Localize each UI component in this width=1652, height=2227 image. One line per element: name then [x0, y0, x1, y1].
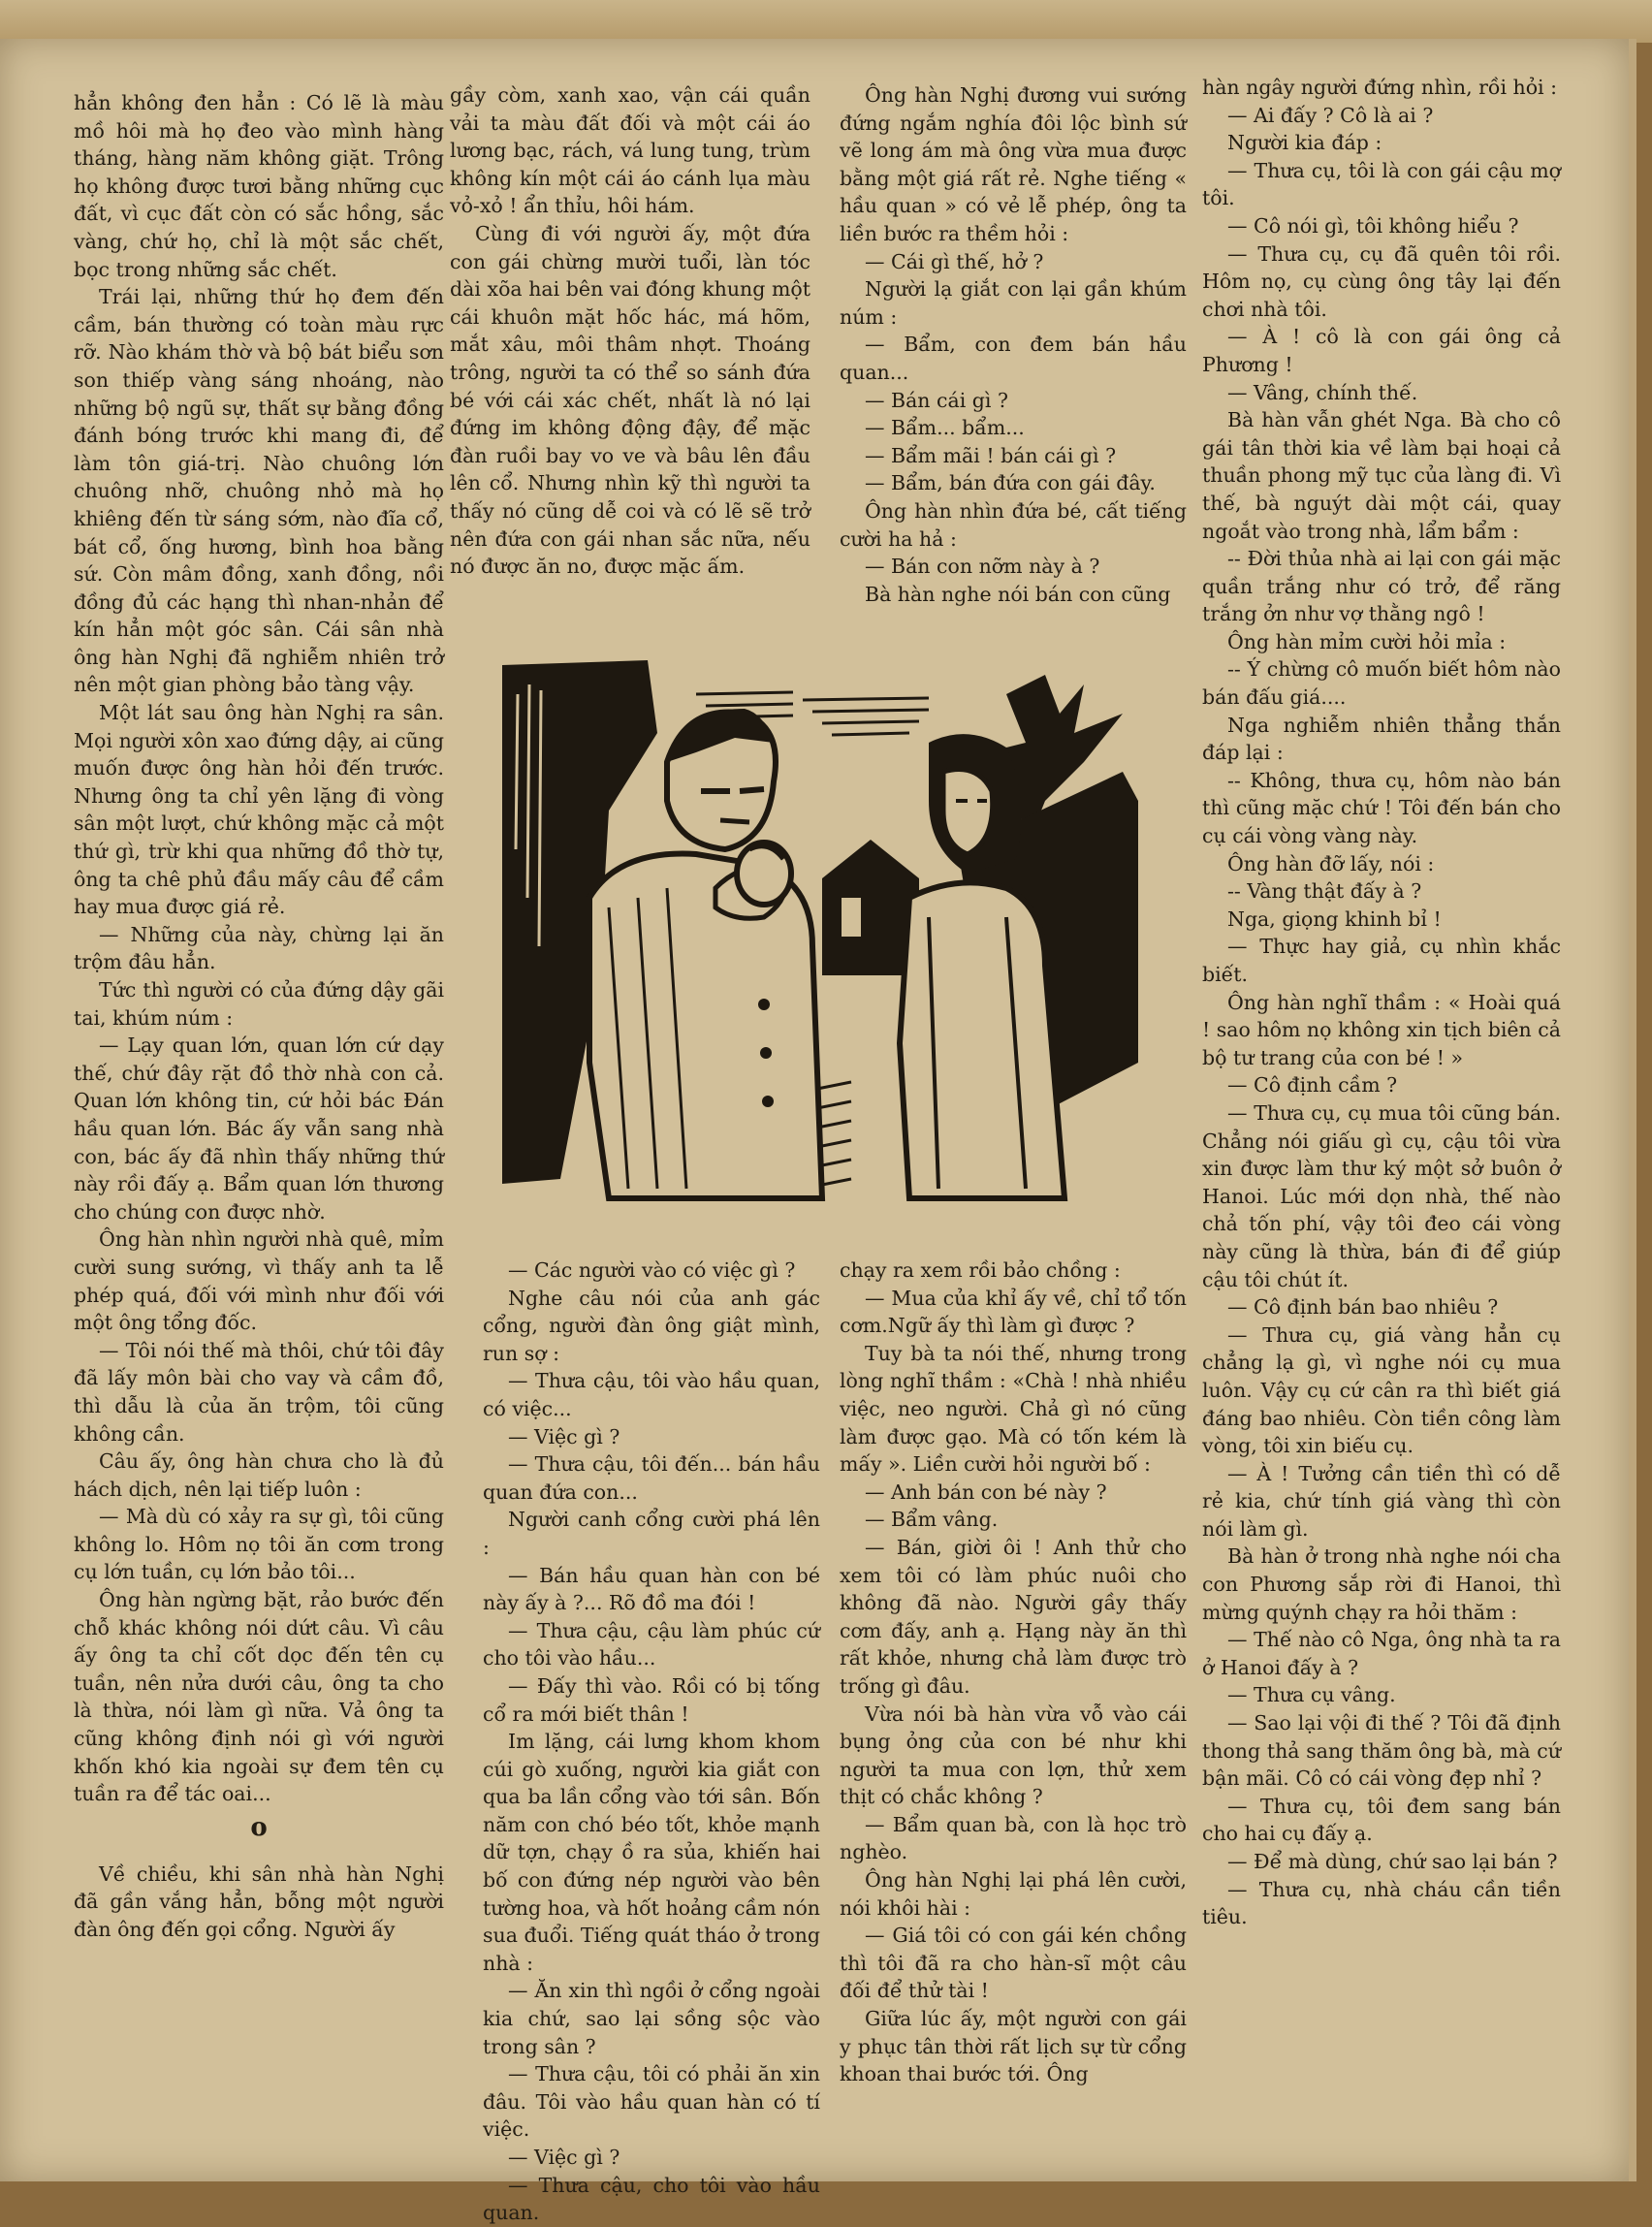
paragraph: — Bẩm vâng. — [865, 1508, 999, 1532]
page-top-edge — [0, 0, 1652, 43]
paragraph: -- Vàng thật đấy à ? — [1227, 879, 1422, 904]
text-column-3-bottom — [840, 1257, 1187, 2139]
text-column-2-top — [450, 81, 810, 624]
woodcut-illustration — [502, 655, 1138, 1229]
paragraph: Bà hàn vẫn ghét Nga. Bà cho cô gái tân thời kia về làm bại hoại cả thuần phong mỹ tục của làng đi. Vì thế, bà nguýt dài một cái, quay ngoắt vào trong nhà, lẩm bẩm : — [1202, 408, 1561, 543]
paragraph: — Thưa cụ, cụ mua tôi cũng bán. Chẳng nói giấu gì cụ, cậu tôi vừa xin được làm thư ký một sở buôn ở Hanoi. Lúc mới dọn nhà, thế nào chả tốn phí, vậy tôi đeo cái vòng này cũng là thừa, bán đi để giúp cậu tôi chút ít. — [1202, 1100, 1561, 1291]
paragraph: — Bẩm, bán đứa con gái đây. — [865, 471, 1156, 495]
paragraph: Bà hàn nghe nói bán con cũng — [865, 582, 1171, 606]
paragraph: — Thưa cụ, tôi đem sang bán cho hai cụ đấy ạ. — [1202, 1794, 1561, 1846]
paragraph: — Tôi nói thế mà thôi, chứ tôi đây đã lấy môn bài cho vay và cầm đồ, thì dẫu là của ăn trộm, tôi cũng không cần. — [74, 1338, 444, 1446]
paragraph: — Thưa cụ vâng. — [1227, 1683, 1396, 1707]
paragraph: — Mua của khỉ ấy về, chỉ tổ tốn cơm.Ngữ ấy thì làm gì được ? — [840, 1286, 1187, 1338]
paragraph: — Thưa cậu, tôi có phải ăn xin đâu. Tôi vào hầu quan hàn có tí việc. — [483, 2062, 820, 2142]
paragraph: — Ai đấy ? Cô là ai ? — [1227, 103, 1434, 127]
paragraph: chạy ra xem rồi bảo chồng : — [840, 1258, 1121, 1282]
paragraph: hẳn không đen hẳn : Có lẽ là màu mồ hôi mà họ đeo vào mình hàng tháng, hàng năm không giặt. Trông họ không được tươi bằng những cục đất, vì cục đất còn có sắc hồng, sắc vàng, chứ họ, chỉ là một sắc chết, bọc trong những sắc chết. — [74, 91, 444, 281]
paragraph: — Thưa cụ, cụ đã quên tôi rồi. Hôm nọ, cụ cùng ông tây lại đến chơi nhà tôi. — [1202, 241, 1561, 321]
paragraph: — Việc gì ? — [508, 2146, 620, 2169]
paragraph: — Đấy thì vào. Rồi có bị tống cổ ra mới biết thân ! — [483, 1673, 820, 1726]
paragraph: Ông hàn Nghị lại phá lên cười, nói khôi hài : — [840, 1868, 1187, 1920]
paragraph: — Cô định bán bao nhiêu ? — [1227, 1295, 1499, 1320]
paragraph: -- Không, thưa cụ, hôm nào bán thì cũng mặc chứ ! Tôi đến bán cho cụ cái vòng vàng này. — [1202, 768, 1561, 848]
paragraph: -- Đời thủa nhà ai lại con gái mặc quần trắng như có trở, để răng trắng ởn như vợ thằng ngô ! — [1202, 547, 1561, 626]
paragraph: Người canh cổng cười phá lên : — [483, 1508, 820, 1559]
paragraph: Ông hàn mỉm cười hỏi mỉa : — [1227, 629, 1507, 653]
paragraph: — Anh bán con bé này ? — [865, 1479, 1107, 1504]
paragraph: — Giá tôi có con gái kén chồng thì tôi đã ra cho hàn-sĩ một câu đối để thử tài ! — [840, 1924, 1187, 2003]
paragraph: — Bẩm... bẩm... — [865, 416, 1025, 440]
paragraph: Ông hàn đỡ lấy, nói : — [1227, 851, 1435, 875]
paragraph: Cùng đi với người ấy, một đứa con gái chừng mười tuổi, làn tóc dài xõa hai bên vai đóng khung một cái khuôn mặt hốc hác, má hõm, mắt xâu, môi thâm nhợt. Thoáng trông, người ta có thể so sánh đứa bé với cái xác chết, nhất là nó lại đứng im không động đậy, để mặc đàn ruồi bay vo ve và bâu lên đầu lên cổ. Nhưng nhìn kỹ thì người ta thấy nó cũng dễ coi và có lẽ sẽ trở nên đứa con gái nhan sắc nữa, nếu nó được ăn no, được mặc ấm. — [450, 221, 810, 579]
paragraph: — Việc gì ? — [508, 1424, 620, 1448]
text-column-3-top — [840, 81, 1187, 624]
paragraph: — Cô nói gì, tôi không hiểu ? — [1227, 213, 1519, 238]
paragraph: — Bẩm mãi ! bán cái gì ? — [865, 443, 1117, 467]
paragraph: — Sao lại vội đi thế ? Tôi đã định thong thả sang thăm ông bà, mà cứ bận mãi. Cô có cái vòng đẹp nhỉ ? — [1202, 1711, 1561, 1791]
paragraph: — À ! Tưởng cần tiền thì có dễ rẻ kia, chứ tính giá vàng thì còn nói làm gì. — [1202, 1461, 1561, 1541]
paragraph: — Thực hay giả, cụ nhìn khắc biết. — [1202, 935, 1561, 986]
paragraph: hàn ngây người đứng nhìn, rồi hỏi : — [1202, 76, 1558, 99]
paragraph: Tuy bà ta nói thế, nhưng trong lòng nghĩ thầm : «Chà ! nhà nhiều việc, neo người. Chả gì nó cũng làm được gạo. Mà có tốn kém là mấy ». Liền cười hỏi người bố : — [840, 1341, 1187, 1477]
section-divider-circle: o — [250, 1812, 268, 1842]
paragraph: — Những của này, chừng lại ăn trộm đâu hẳn. — [74, 922, 444, 974]
paragraph: Tức thì người có của đứng dậy gãi tai, khúm núm : — [74, 978, 444, 1030]
paragraph: Nga nghiễm nhiên thẳng thắn đáp lại : — [1202, 713, 1561, 765]
paragraph: — Thế nào cô Nga, ông nhà ta ra ở Hanoi đấy à ? — [1202, 1628, 1561, 1679]
paragraph: Câu ấy, ông hàn chưa cho là đủ hách dịch, nên lại tiếp luôn : — [74, 1449, 444, 1501]
paragraph: — Bẩm quan bà, con là học trò nghèo. — [840, 1812, 1187, 1864]
paragraph: Ông hàn nghĩ thầm : « Hoài quá ! sao hôm nọ không xin tịch biên cả bộ tư trang của con bé ! » — [1202, 990, 1561, 1069]
paragraph: — Thưa cụ, tôi là con gái cậu mợ tôi. — [1202, 158, 1561, 210]
paragraph: — Bán, giời ôi ! Anh thử cho xem tôi có làm phúc nuôi cho không đã nào. Người gầy thấy cơm đấy, anh ạ. Hạng này ăn thì rất khỏe, nhưng chả làm được trò trống gì đâu. — [840, 1535, 1187, 1698]
text-column-1 — [74, 89, 444, 2154]
paragraph: — Thưa cậu, cho tôi vào hầu quan. — [483, 2173, 820, 2225]
paragraph: Nghe câu nói của anh gác cổng, người đàn ông giật mình, run sợ : — [483, 1286, 820, 1365]
paragraph: Trái lại, những thứ họ đem đến cầm, bán thường có toàn màu rực rỡ. Nào khám thờ và bộ bát biểu sơn son thiếp vàng sáng nhoáng, nào những bộ ngũ sự, thất sự bằng đồng đánh bóng trước khi mang đi, để làm tôn giá-trị. Nào chuông lớn chuông nhỡ, chuông nhỏ mà họ khiêng đến từ sáng sớm, nào đĩa cổ, bát cổ, ống hương, bình hoa bằng sứ. Còn mâm đồng, xanh đồng, nồi đồng đủ các hạng thì nhan-nhản để kín hẳn một góc sân. Cái sân nhà ông hàn Nghị đã nghiễm nhiên trở nên một gian phòng bảo tàng vậy. — [74, 285, 444, 697]
paragraph: — Thưa cụ, nhà cháu cần tiền tiêu. — [1202, 1877, 1561, 1929]
paragraph: -- Ý chừng cô muốn biết hôm nào bán đấu giá.... — [1202, 657, 1561, 710]
paragraph: — Bán cái gì ? — [865, 388, 1008, 412]
text-column-4 — [1202, 74, 1561, 2148]
paragraph: Nga, giọng khinh bỉ ! — [1227, 907, 1442, 931]
paragraph: — Thưa cụ, giá vàng hẳn cụ chẳng lạ gì, vì nghe nói cụ mua luôn. Vậy cụ cứ cân ra thì biết giá đáng bao nhiêu. Còn tiền công làm vòng, tôi xin biếu cụ. — [1202, 1322, 1561, 1458]
paragraph: Bà hàn ở trong nhà nghe nói cha con Phương sắp rời đi Hanoi, thì mừng quýnh chạy ra hỏi thăm : — [1202, 1544, 1561, 1624]
paragraph: — Thưa cậu, tôi đến... bán hầu quan đứa con... — [483, 1452, 820, 1504]
paragraph: — Thưa cậu, cậu làm phúc cứ cho tôi vào hầu... — [483, 1618, 820, 1670]
paragraph: — À ! cô là con gái ông cả Phương ! — [1202, 325, 1561, 376]
paragraph: Ông hàn nhìn người nhà quê, mỉm cười sung sướng, vì thấy anh ta lễ phép quá, đối với mình như đối với một ông tổng đốc. — [74, 1227, 444, 1335]
paragraph: — Cô định cầm ? — [1227, 1073, 1398, 1098]
paragraph: Vừa nói bà hàn vừa vỗ vào cái bụng ỏng của con bé như khi người ta mua con lợn, thử xem thịt có chắc không ? — [840, 1702, 1187, 1809]
paragraph: — Cái gì thế, hở ? — [865, 249, 1044, 273]
paragraph: Ông hàn Nghị đương vui sướng đứng ngắm nghía đôi lộc bình sứ vẽ long ám mà ông vừa mua được bằng một giá rất rẻ. Nghe tiếng « hầu quan » có vẻ lễ phép, ông ta liền bước ra thềm hỏi : — [840, 83, 1187, 245]
house-window — [842, 898, 861, 937]
paragraph: — Ăn xin thì ngồi ở cổng ngoài kia chứ, sao lại sồng sộc vào trong sân ? — [483, 1979, 820, 2058]
text-column-2-bottom — [483, 1257, 820, 2225]
paragraph: — Bán con nỡm này à ? — [865, 555, 1100, 579]
paragraph: Ông hàn ngừng bặt, rảo bước đến chỗ khác không nói dứt câu. Vì câu ấy ông ta chỉ cốt dọc đến tên cụ tuần, nên nửa dưới câu, ông ta cho là thừa, nói làm gì nữa. Vả ông ta cũng không định nói gì với người khốn khó kia ngoài sự đem tên cụ tuần ra để tác oai... — [74, 1588, 444, 1806]
paragraph: — Thưa cậu, tôi vào hầu quan, có việc... — [483, 1369, 820, 1420]
paragraph: — Các người vào có việc gì ? — [508, 1258, 796, 1282]
paragraph: — Mà dù có xảy ra sự gì, tôi cũng không lo. Hôm nọ tôi ăn cơm trong cụ lớn tuần, cụ lớn bảo tôi... — [74, 1505, 444, 1584]
paragraph: Người lạ giắt con lại gần khúm núm : — [840, 277, 1187, 329]
paragraph: gầy còm, xanh xao, vận cái quần vải ta màu đất đối và một cái áo lương bạc, rách, vá lung tung, trùm không kín một cái áo cánh lụa màu vỏ-xỏ ! ẩn thỉu, hôi hám. — [450, 83, 810, 218]
paragraph: — Lạy quan lớn, quan lớn cứ dạy thế, chứ đây rặt đồ thờ nhà con cả. Quan lớn không tin, cứ hỏi bác Đán hầu quan lớn. Bác ấy vẫn sang nhà con, bác ấy đã nhìn thấy những thứ này rồi đấy ạ. Bẩm quan lớn thương cho chúng con được nhờ. — [74, 1034, 444, 1224]
paragraph: Người kia đáp : — [1227, 131, 1382, 155]
paragraph: Về chiều, khi sân nhà hàn Nghị đã gần vắng hẳn, bỗng một người đàn ông đến gọi cổng. Người ấy — [74, 1861, 444, 1941]
paragraph: — Vâng, chính thế. — [1227, 380, 1418, 404]
paragraph: — Để mà dùng, chứ sao lại bán ? — [1227, 1850, 1558, 1873]
paragraph: Im lặng, cái lưng khom khom cúi gò xuống, người kia giắt con qua ba lần cổng vào tới sân. Bốn năm con chó béo tốt, khỏe mạnh dữ tợn, chạy ồ ra sủa, khiến hai bố con đứng nép người vào bên tường hoa, và hốt hoảng cầm nón sua đuổi. Tiếng quát tháo ở trong nhà : — [483, 1730, 820, 1975]
paragraph: Ông hàn nhìn đứa bé, cất tiếng cười ha hả : — [840, 498, 1187, 551]
paragraph: — Bán hầu quan hàn con bé này ấy à ?... Rõ đồ ma đói ! — [483, 1563, 820, 1615]
paragraph: Một lát sau ông hàn Nghị ra sân. Mọi người xôn xao đứng dậy, ai cũng muốn được ông hàn hỏi đến trước. Nhưng ông ta chỉ yên lặng đi vòng sân một lượt, chứ không mặc cả một thứ gì, trừ khi qua những đồ thờ tự, ông ta chê phủ đầu mấy câu để cầm hay mua được giá rẻ. — [74, 701, 444, 919]
paragraph: — Bẩm, con đem bán hầu quan... — [840, 333, 1187, 384]
paragraph: Giữa lúc ấy, một người con gái y phục tân thời rất lịch sự từ cổng khoan thai bước tới. Ông — [840, 2007, 1187, 2086]
